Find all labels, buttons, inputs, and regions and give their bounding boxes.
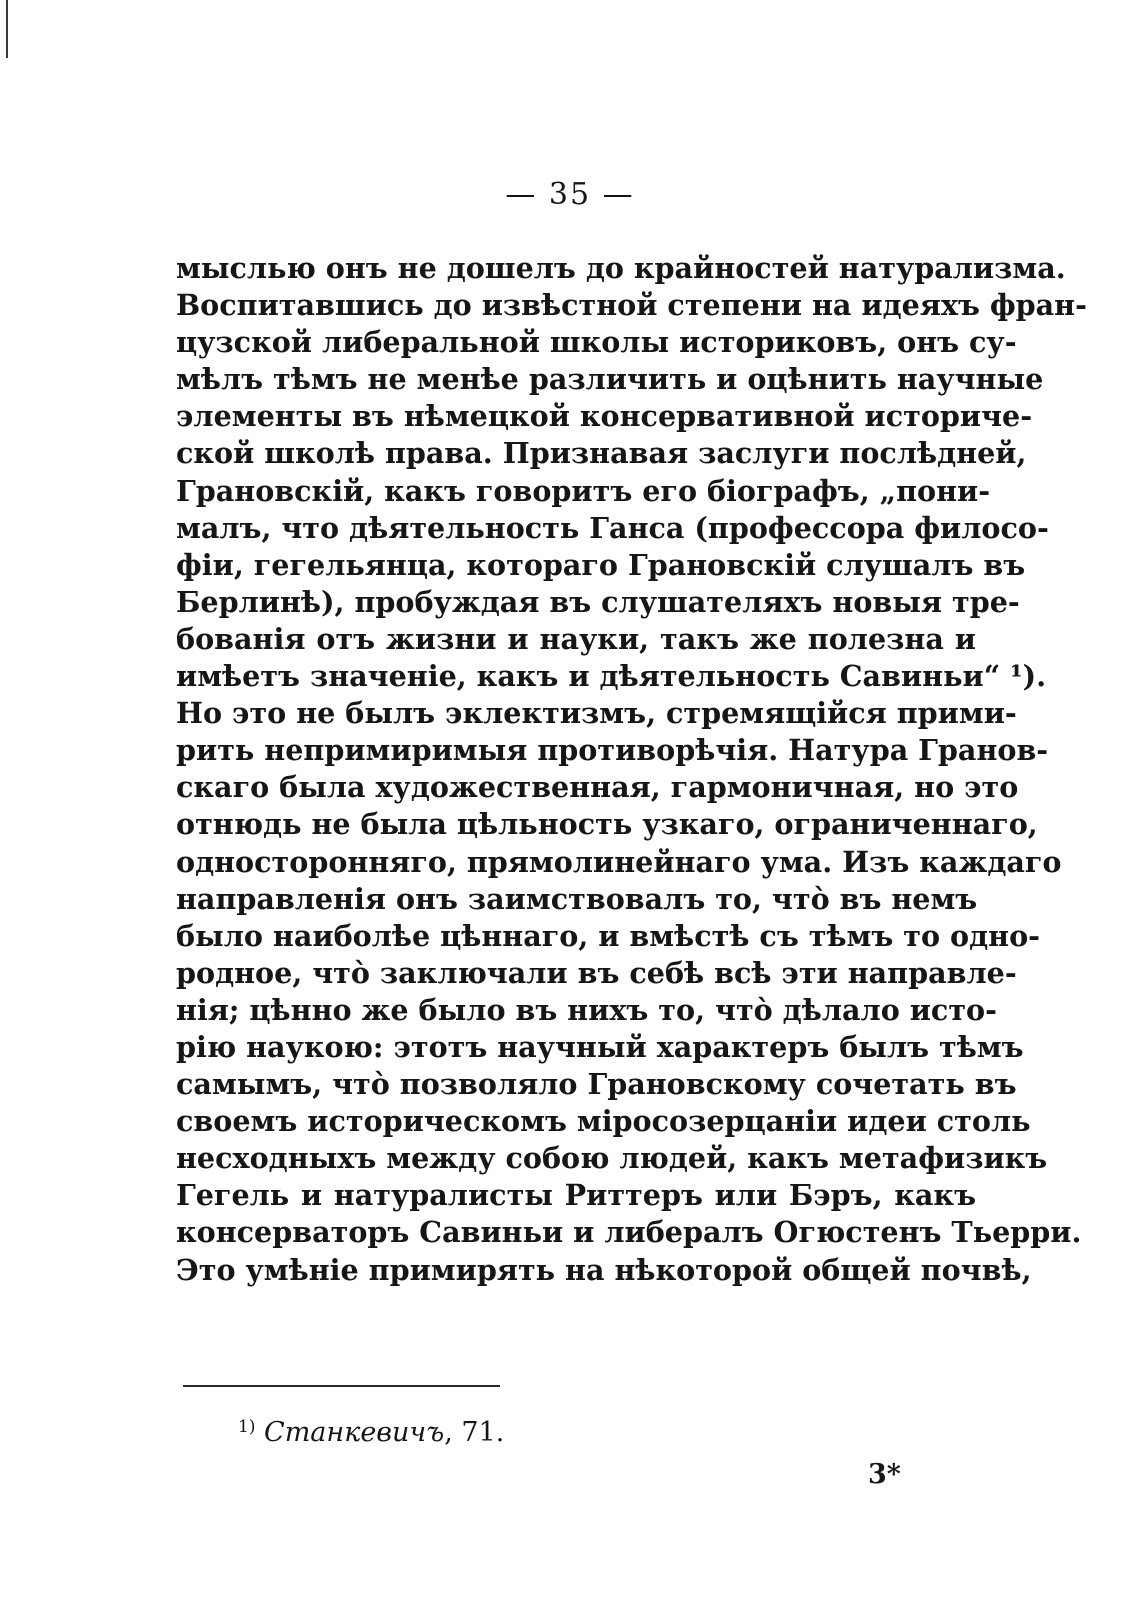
text-line: элементы въ нѣмецкой консервативной историче- xyxy=(176,399,1033,434)
text-line: Берлинѣ), пробуждая въ слушателяхъ новыя тре- xyxy=(176,584,1020,619)
text-line: Воспитавшись до извѣстной степени на идеяхъ фран- xyxy=(176,288,1087,323)
text-line: самымъ, что̀ позволяло Грановскому сочетать въ xyxy=(176,1067,1017,1102)
footnote-marker: 1) xyxy=(238,1417,256,1437)
text-line: имѣетъ значеніе, какъ и дѣятельность Савиньи“ ¹). xyxy=(176,659,1047,694)
body-text xyxy=(176,250,1087,1289)
scan-edge-mark xyxy=(6,0,8,58)
text-line: родное, что̀ заключали въ себѣ всѣ эти направле- xyxy=(176,955,1017,990)
text-line: отнюдь не была цѣльность узкаго, ограниченнаго, xyxy=(176,807,1038,842)
text-line: малъ, что дѣятельность Ганса (профессора филосо- xyxy=(176,510,1049,545)
text-line: несходныхъ между собою людей, какъ метафизикъ xyxy=(176,1141,1048,1176)
text-line: своемъ историческомъ міросозерцаніи идеи столь xyxy=(176,1104,1031,1139)
text-line: рить непримиримыя противорѣчія. Натура Гранов- xyxy=(176,733,1049,768)
text-line: Это умѣніе примирять на нѣкоторой общей почвѣ, xyxy=(176,1252,1032,1287)
text-line: ской школѣ права. Признавая заслуги послѣдней, xyxy=(176,436,1027,471)
text-line: односторонняго, прямолинейнаго ума. Изъ каждаго xyxy=(176,844,1062,879)
signature-mark: 3* xyxy=(868,1459,901,1490)
text-line: было наиболѣе цѣннаго, и вмѣстѣ съ тѣмъ то одно- xyxy=(176,918,1041,953)
text-line: цузской либеральной школы историковъ, онъ су- xyxy=(176,325,1017,360)
text-line: мѣлъ тѣмъ не менѣе различить и оцѣнить научные xyxy=(176,362,1044,397)
text-line: мыслью онъ не дошелъ до крайностей натурализма. xyxy=(176,251,1066,285)
footnote-reference: , 71. xyxy=(444,1417,505,1448)
footnote-author: Станкевичъ xyxy=(264,1417,445,1448)
text-line: бованія отъ жизни и науки, такъ же полезна и xyxy=(176,621,976,656)
footnote-rule xyxy=(183,1385,500,1387)
text-line: фіи, гегельянца, котораго Грановскій слушалъ въ xyxy=(176,547,1026,582)
text-line: скаго была художественная, гармоничная, но это xyxy=(176,770,1019,805)
footnote xyxy=(238,1410,504,1450)
text-line: Но это не былъ эклектизмъ, стремящійся прими- xyxy=(176,696,1017,731)
text-line: рію наукою: этотъ научный характеръ былъ тѣмъ xyxy=(176,1029,1024,1064)
page-number: — 35 — xyxy=(505,177,635,212)
text-line: консерваторъ Савиньи и либералъ Огюстенъ Тьерри. xyxy=(176,1215,1082,1250)
text-line: нія; цѣнно же было въ нихъ то, что̀ дѣлало исто- xyxy=(176,992,997,1027)
text-line: направленія онъ заимствовалъ то, что̀ въ немъ xyxy=(176,881,978,916)
text-line: Грановскій, какъ говоритъ его біографъ, „пони- xyxy=(176,473,991,508)
text-line: Гегель и натуралисты Риттеръ или Бэръ, какъ xyxy=(176,1178,976,1213)
